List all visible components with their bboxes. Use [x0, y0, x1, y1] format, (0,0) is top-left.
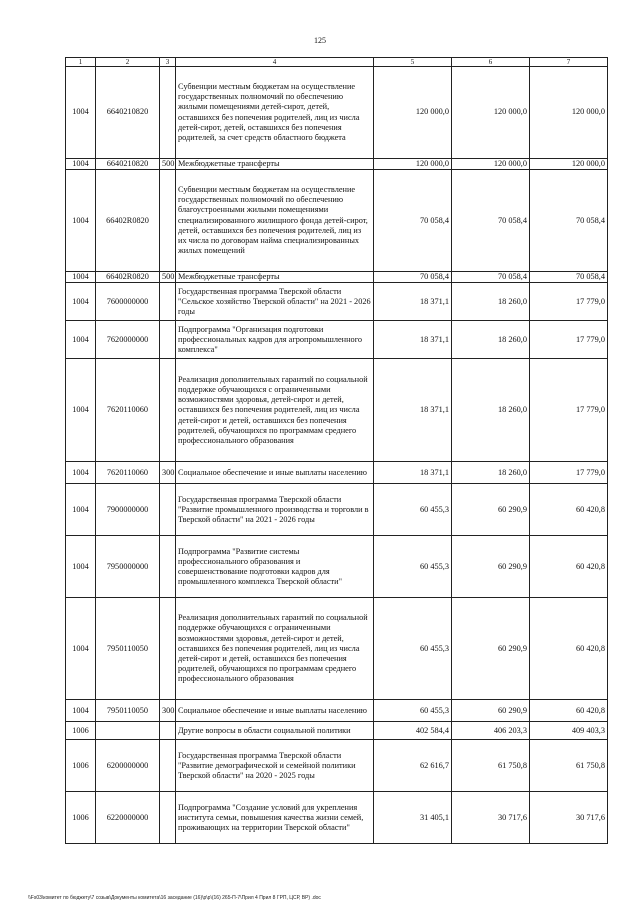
target-article-code	[96, 722, 160, 740]
section-code: 1004	[66, 598, 96, 700]
amount-year-3: 17 779,0	[530, 462, 608, 484]
expense-type-code	[160, 740, 176, 792]
expense-type-code: 300	[160, 462, 176, 484]
amount-year-3: 17 779,0	[530, 283, 608, 321]
section-code: 1004	[66, 700, 96, 722]
target-article-code: 66402R0820	[96, 272, 160, 283]
page-number: 125	[314, 36, 326, 45]
amount-year-2: 120 000,0	[452, 67, 530, 159]
table-row	[66, 462, 608, 484]
section-code: 1004	[66, 67, 96, 159]
amount-year-1: 70 058,4	[374, 272, 452, 283]
table-row	[66, 792, 608, 844]
table-row	[66, 321, 608, 359]
amount-year-2: 406 203,3	[452, 722, 530, 740]
item-name: Подпрограмма "Создание условий для укрепления института семьи, повышения качества жизни семей, проживающих на территории Тверской области"	[176, 792, 374, 844]
amount-year-3: 61 750,8	[530, 740, 608, 792]
section-code: 1004	[66, 359, 96, 462]
amount-year-2: 60 290,9	[452, 700, 530, 722]
expense-type-code	[160, 598, 176, 700]
section-code: 1004	[66, 484, 96, 536]
amount-year-1: 60 455,3	[374, 484, 452, 536]
section-code: 1004	[66, 159, 96, 170]
item-name: Реализация дополнительных гарантий по социальной поддержке обучающихся с ограниченными возможностями здоровья, детей-сирот и детей, оставшихся без попечения родителей, лиц из числа детей-сирот и детей, оставшихся без попечения родителей, обучающихся по программам среднего профессионального образования	[176, 598, 374, 700]
target-article-code: 6640210820	[96, 67, 160, 159]
section-code: 1004	[66, 536, 96, 598]
section-code: 1004	[66, 283, 96, 321]
table-row	[66, 159, 608, 170]
table-row	[66, 598, 608, 700]
column-number: 5	[374, 58, 452, 67]
item-name: Межбюджетные трансферты	[176, 272, 374, 283]
table-row	[66, 283, 608, 321]
expense-type-code: 300	[160, 700, 176, 722]
target-article-code: 7950110050	[96, 598, 160, 700]
amount-year-2: 18 260,0	[452, 462, 530, 484]
section-code: 1004	[66, 462, 96, 484]
amount-year-1: 60 455,3	[374, 598, 452, 700]
amount-year-3: 120 000,0	[530, 67, 608, 159]
amount-year-1: 31 405,1	[374, 792, 452, 844]
item-name: Социальное обеспечение и иные выплаты населению	[176, 462, 374, 484]
section-code: 1006	[66, 740, 96, 792]
amount-year-3: 60 420,8	[530, 598, 608, 700]
amount-year-2: 70 058,4	[452, 272, 530, 283]
section-code: 1004	[66, 272, 96, 283]
expense-type-code	[160, 321, 176, 359]
target-article-code: 6200000000	[96, 740, 160, 792]
target-article-code: 66402R0820	[96, 170, 160, 272]
amount-year-3: 409 403,3	[530, 722, 608, 740]
table-row	[66, 740, 608, 792]
table-row	[66, 67, 608, 159]
table-row	[66, 170, 608, 272]
expense-type-code: 500	[160, 272, 176, 283]
section-code: 1004	[66, 170, 96, 272]
file-path-footer: \\Fs03\комитет по бюджету\7 созыв\Документы комитета\16 заседание (16)\р\р\(16) 265-П-7\Прил 4 Прил 8 ГРП, ЦСР, ВР) .doc	[28, 895, 321, 901]
amount-year-1: 18 371,1	[374, 283, 452, 321]
target-article-code: 7950000000	[96, 536, 160, 598]
column-number: 7	[530, 58, 608, 67]
amount-year-3: 70 058,4	[530, 170, 608, 272]
amount-year-1: 18 371,1	[374, 359, 452, 462]
section-code: 1006	[66, 792, 96, 844]
amount-year-3: 60 420,8	[530, 700, 608, 722]
amount-year-2: 60 290,9	[452, 536, 530, 598]
table-row	[66, 722, 608, 740]
target-article-code: 7620110060	[96, 462, 160, 484]
table-row	[66, 536, 608, 598]
budget-table	[65, 57, 608, 844]
table-row	[66, 359, 608, 462]
item-name: Реализация дополнительных гарантий по социальной поддержке обучающихся с ограниченными возможностями здоровья, детей-сирот и детей, оставшихся без попечения родителей, лиц из числа детей-сирот и детей, оставшихся без попечения родителей, обучающихся по программам среднего профессионального образования	[176, 359, 374, 462]
expense-type-code	[160, 484, 176, 536]
column-number: 4	[176, 58, 374, 67]
item-name: Субвенции местным бюджетам на осуществление государственных полномочий по обеспечению благоустроенными жилыми помещениями специализированного жилищного фонда детей-сирот, детей, оставшихся без попечения родителей, лиц из их числа по договорам найма специализированных жилых помещений	[176, 170, 374, 272]
amount-year-3: 30 717,6	[530, 792, 608, 844]
amount-year-1: 402 584,4	[374, 722, 452, 740]
amount-year-3: 17 779,0	[530, 321, 608, 359]
amount-year-2: 30 717,6	[452, 792, 530, 844]
amount-year-3: 120 000,0	[530, 159, 608, 170]
target-article-code: 7620000000	[96, 321, 160, 359]
amount-year-2: 60 290,9	[452, 598, 530, 700]
section-code: 1006	[66, 722, 96, 740]
amount-year-1: 70 058,4	[374, 170, 452, 272]
amount-year-3: 60 420,8	[530, 484, 608, 536]
target-article-code: 6220000000	[96, 792, 160, 844]
expense-type-code	[160, 283, 176, 321]
column-number-row	[66, 58, 608, 67]
table-row	[66, 700, 608, 722]
amount-year-2: 61 750,8	[452, 740, 530, 792]
item-name: Социальное обеспечение и иные выплаты населению	[176, 700, 374, 722]
amount-year-1: 60 455,3	[374, 700, 452, 722]
amount-year-2: 70 058,4	[452, 170, 530, 272]
target-article-code: 7600000000	[96, 283, 160, 321]
amount-year-1: 120 000,0	[374, 159, 452, 170]
expense-type-code: 500	[160, 159, 176, 170]
item-name: Субвенции местным бюджетам на осуществление государственных полномочий по обеспечению жилыми помещениями детей-сирот, детей, оставшихся без попечения родителей, лиц из числа детей-сирот, детей, оставшихся без попечения родителей, за счет средств областного бюджета	[176, 67, 374, 159]
item-name: Государственная программа Тверской области "Развитие демографической и семейной политики Тверской области" на 2020 - 2025 годы	[176, 740, 374, 792]
target-article-code: 7620110060	[96, 359, 160, 462]
amount-year-3: 70 058,4	[530, 272, 608, 283]
target-article-code: 6640210820	[96, 159, 160, 170]
expense-type-code	[160, 722, 176, 740]
amount-year-3: 17 779,0	[530, 359, 608, 462]
amount-year-2: 18 260,0	[452, 359, 530, 462]
amount-year-1: 18 371,1	[374, 462, 452, 484]
amount-year-1: 62 616,7	[374, 740, 452, 792]
item-name: Подпрограмма "Развитие системы профессионального образования и совершенствование подготовки кадров для промышленного комплекса Тверской области"	[176, 536, 374, 598]
item-name: Государственная программа Тверской области "Развитие промышленного производства и торговли в Тверской области" на 2021 - 2026 годы	[176, 484, 374, 536]
expense-type-code	[160, 359, 176, 462]
target-article-code: 7900000000	[96, 484, 160, 536]
amount-year-2: 60 290,9	[452, 484, 530, 536]
amount-year-3: 60 420,8	[530, 536, 608, 598]
amount-year-1: 18 371,1	[374, 321, 452, 359]
expense-type-code	[160, 170, 176, 272]
item-name: Другие вопросы в области социальной политики	[176, 722, 374, 740]
item-name: Межбюджетные трансферты	[176, 159, 374, 170]
column-number: 1	[66, 58, 96, 67]
amount-year-2: 18 260,0	[452, 321, 530, 359]
target-article-code: 7950110050	[96, 700, 160, 722]
amount-year-2: 120 000,0	[452, 159, 530, 170]
expense-type-code	[160, 536, 176, 598]
expense-type-code	[160, 67, 176, 159]
amount-year-1: 60 455,3	[374, 536, 452, 598]
column-number: 2	[96, 58, 160, 67]
section-code: 1004	[66, 321, 96, 359]
amount-year-2: 18 260,0	[452, 283, 530, 321]
column-number: 6	[452, 58, 530, 67]
amount-year-1: 120 000,0	[374, 67, 452, 159]
column-number: 3	[160, 58, 176, 67]
item-name: Государственная программа Тверской области "Сельское хозяйство Тверской области" на 2021 - 2026 годы	[176, 283, 374, 321]
table-row	[66, 272, 608, 283]
item-name: Подпрограмма "Организация подготовки профессиональных кадров для агропромышленного комплекса"	[176, 321, 374, 359]
table-row	[66, 484, 608, 536]
expense-type-code	[160, 792, 176, 844]
